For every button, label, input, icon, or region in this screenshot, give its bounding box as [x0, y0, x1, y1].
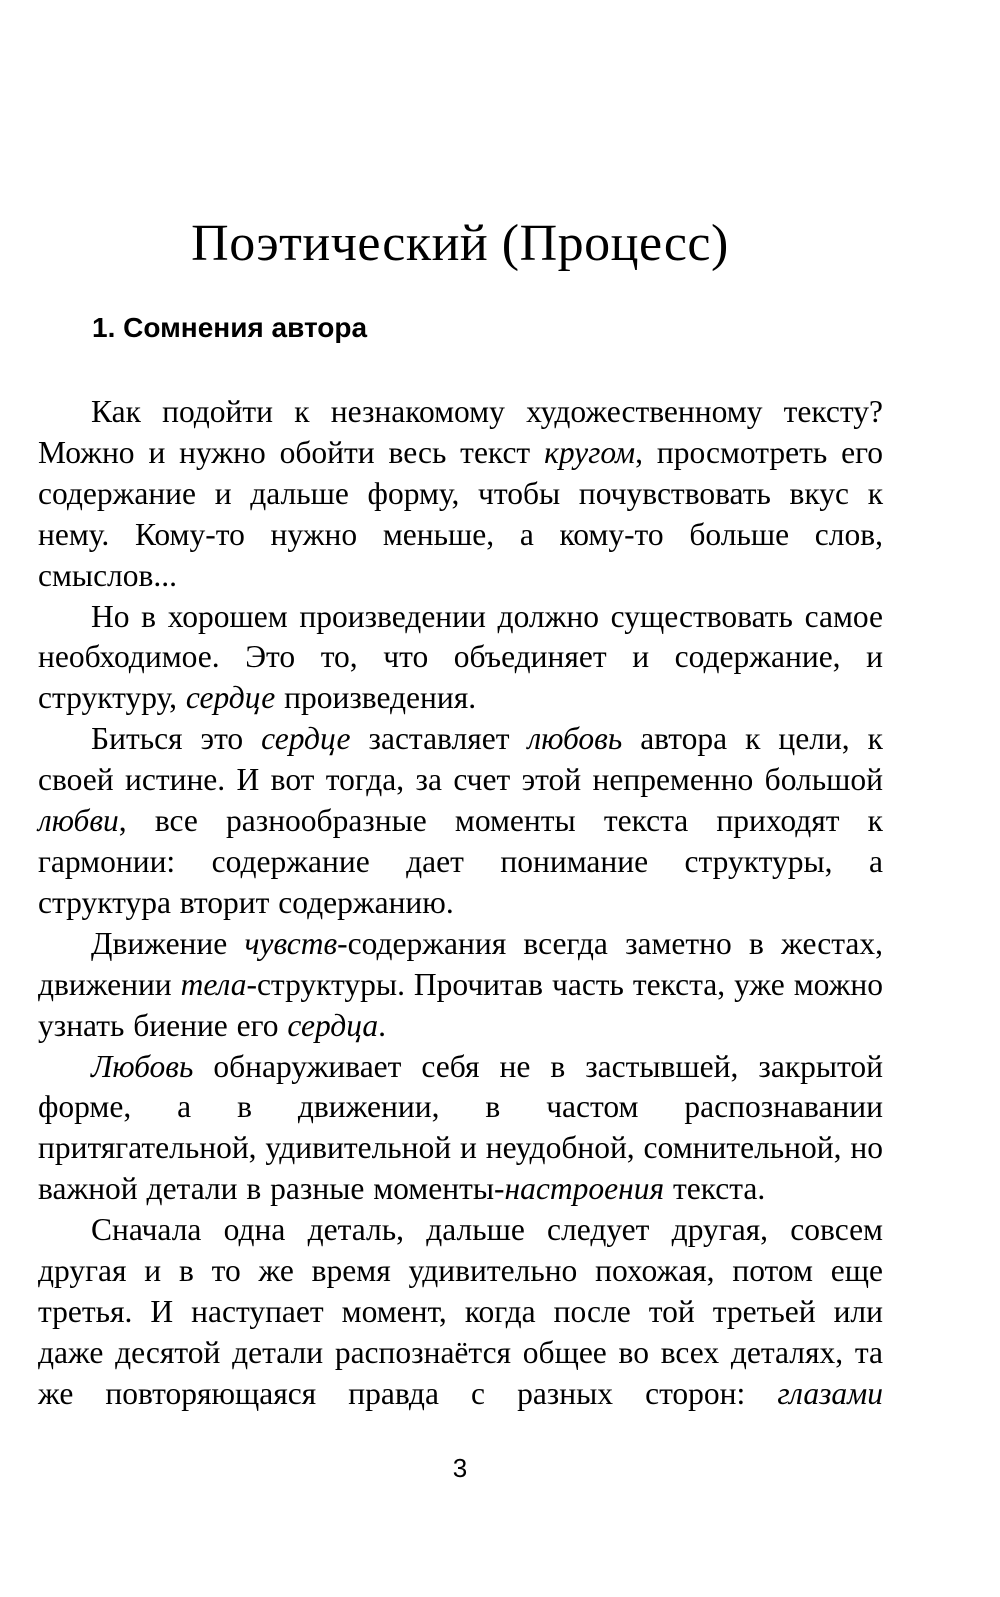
text-run: произведения.: [275, 680, 477, 716]
emphasis-text: тела: [180, 966, 247, 1002]
text-run: обнаруживает себя не в застывшей, закрытой форме, а в движении, в частом распознавании притягательной, удивительной и неудобной, сомнительной, но важной детали в разные моменты-: [38, 1048, 883, 1207]
emphasis-text: любви: [38, 803, 119, 839]
emphasis-text: глазами: [777, 1375, 883, 1411]
text-run: Движение: [91, 925, 245, 961]
emphasis-text: кругом: [544, 434, 636, 470]
emphasis-text: сердца: [287, 1007, 379, 1043]
text-run: , все разнообразные моменты текста приходят к гармонии: содержание дает понимание структуры, а структура вторит содержанию.: [38, 803, 883, 920]
emphasis-text: любовь: [527, 721, 623, 757]
text-run: заставляет: [350, 721, 528, 757]
emphasis-text: настроения: [504, 1171, 665, 1207]
text-run: Как подойти к незнакомому художественному тексту? Можно и нужно обойти весь текст: [38, 394, 883, 470]
paragraph: [38, 392, 883, 597]
chapter-title: Поэтический (Процесс): [191, 215, 729, 272]
paragraph: [38, 719, 883, 924]
page-number: 3: [452, 1453, 468, 1483]
emphasis-text: чувств: [244, 925, 338, 961]
paragraph: [38, 924, 883, 1047]
emphasis-text: сердце: [185, 680, 276, 716]
text-run: Но в хорошем произведении должно существовать самое необходимое. Это то, что объединяет и содержание, и структуру,: [38, 598, 883, 716]
text-run: -содержания всегда заметно в жестах, движении: [38, 925, 883, 1002]
text-run: Сначала одна деталь, дальше следует другая, совсем другая и в то же время удивительно похожая, потом еще третья. И наступает момент, когда после той третьей или даже десятой детали распознаётся общее во всех деталях, та же повторяющаяся правда с разных сторон:: [38, 1212, 883, 1411]
paragraph: [38, 1047, 883, 1211]
paragraph: [38, 597, 883, 720]
paragraph: [38, 1210, 883, 1415]
text-run: автора к цели, к своей истине. И вот тогда, за счет этой непременно большой: [38, 721, 883, 798]
text-run: Биться это: [91, 721, 262, 757]
body-text: [38, 392, 883, 1415]
section-heading: 1. Сомнения автора: [92, 312, 368, 343]
emphasis-text: Любовь: [91, 1048, 194, 1084]
emphasis-text: сердце: [261, 721, 351, 757]
text-run: , просмотреть его содержание и дальше форму, чтобы почувствовать вкус к нему. Кому-то нужно меньше, а кому-то больше слов, смыслов...: [38, 434, 883, 593]
text-run: текста.: [664, 1171, 766, 1207]
text-run: .: [378, 1007, 386, 1043]
text-run: -структуры. Прочитав часть текста, уже можно узнать биение его: [38, 966, 883, 1043]
